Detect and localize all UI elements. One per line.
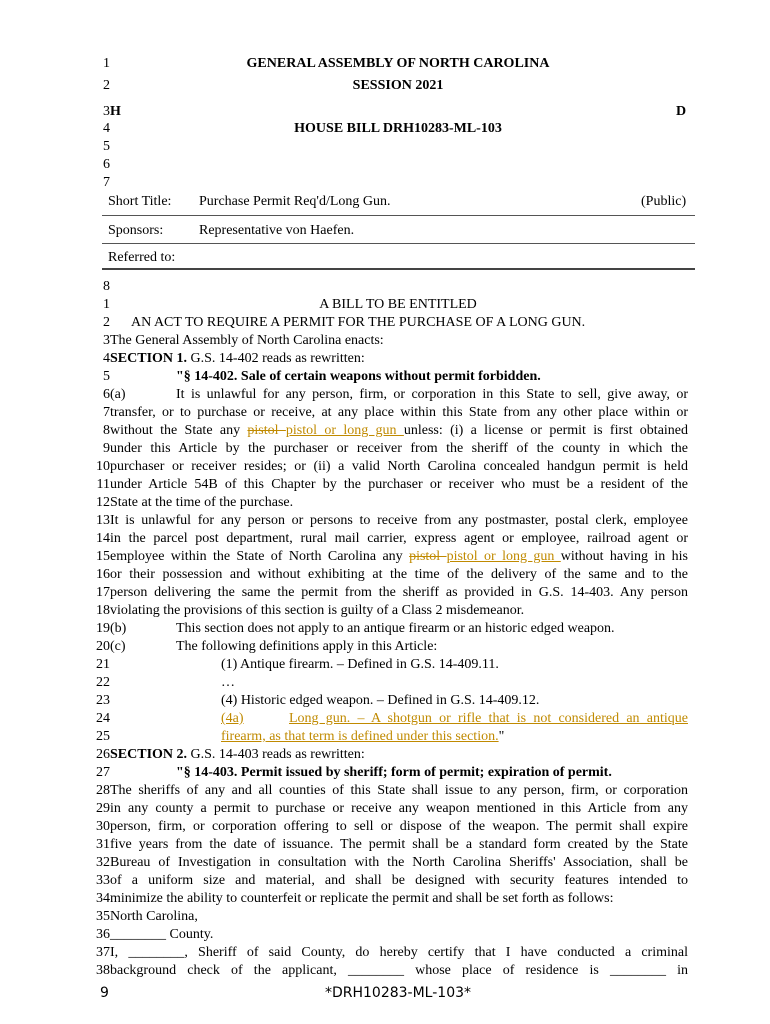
definition-item: (1) Antique firearm. – Defined in G.S. 14-409.11. [221, 657, 499, 672]
inserted-label: (4a) [221, 711, 244, 726]
section-1 [110, 350, 688, 368]
line-number: 6 [103, 157, 110, 172]
line-number: 35 [96, 909, 110, 924]
line-number: 36 [96, 927, 110, 942]
text: unless: (i) a license or permit is first obtained [403, 423, 689, 438]
paragraph-line: person, firm, or corporation offering to sell or dispose of the weapon. The permit shall expire [110, 819, 688, 834]
paragraph-line: in any county a permit to purchase or receive any weapon mentioned in this Article from any [110, 801, 688, 816]
inserted-definition: Long gun. – A shotgun or rifle that is not considered an antique [289, 711, 688, 726]
paragraph-line: background check of the applicant, ________ whose place of residence is ________ in [110, 963, 688, 978]
line-number: 17 [96, 585, 110, 600]
section-2 [110, 746, 688, 764]
paragraph-line: purchaser or receiver resides; or (ii) a valid North Carolina concealed handgun permit is held [110, 459, 688, 474]
paragraph-line: The following definitions apply in this Article: [176, 639, 438, 654]
line-number: 31 [96, 837, 110, 852]
inserted-definition-line [221, 728, 504, 746]
document-id: *DRH10283-ML-103* [324, 985, 472, 1001]
line-number: 32 [96, 855, 110, 870]
line-number: 12 [96, 495, 110, 510]
line-number: 34 [96, 891, 110, 906]
statute-heading: "§ 14-403. Permit issued by sheriff; form of permit; expiration of permit. [176, 765, 612, 780]
line-number: 38 [96, 963, 110, 978]
house-mark: H [110, 104, 121, 119]
sponsors-label: Sponsors: [108, 223, 164, 238]
line-number: 26 [96, 747, 110, 762]
paragraph-line: ________ County. [110, 927, 214, 942]
section-text: G.S. 14-403 reads as rewritten: [187, 747, 365, 762]
line-number: 1 [103, 56, 110, 71]
public-tag: (Public) [641, 194, 687, 209]
line-number: 8 [103, 279, 110, 294]
subsection-label: (a) [110, 387, 126, 402]
line-number: 23 [96, 693, 110, 708]
paragraph-line: in the parcel post department, rural mail carrier, express agent or employee, railroad agent or [110, 531, 688, 546]
paragraph-line: under this Article by the purchaser or receiver from the sheriff of the county in which the [110, 441, 688, 456]
line-number: 7 [103, 405, 110, 420]
divider [102, 215, 695, 216]
paragraph-line: person delivering the same the permit from the sheriff as provided in G.S. 14-403. Any person [110, 585, 688, 600]
line-number: 2 [103, 315, 110, 330]
line-number: 37 [96, 945, 110, 960]
bill-title: A BILL TO BE ENTITLED [319, 297, 477, 312]
line-number: 10 [96, 459, 110, 474]
paragraph-line-amended [110, 422, 688, 440]
line-number: 28 [96, 783, 110, 798]
paragraph-line: violating the provisions of this section is guilty of a Class 2 misdemeanor. [110, 603, 525, 618]
text: without having in his [560, 549, 688, 564]
paragraph-line: minimize the ability to counterfeit or replicate the permit and shall be set forth as follows: [110, 891, 614, 906]
definition-item: (4) Historic edged weapon. – Defined in G.S. 14-409.12. [221, 693, 540, 708]
sponsors: Representative von Haefen. [199, 223, 355, 238]
paragraph-line: Bureau of Investigation in consultation with the North Carolina Sheriffs' Association, shall be [110, 855, 688, 870]
close-quote: " [498, 729, 505, 744]
line-number: 24 [96, 711, 110, 726]
subsection-label: (c) [110, 639, 126, 654]
paragraph-line: of a uniform size and material, and shall be designed with security features intended to [110, 873, 688, 888]
subsection-label: (b) [110, 621, 127, 636]
short-title-label: Short Title: [108, 194, 172, 209]
line-number: 7 [103, 175, 110, 190]
line-number: 22 [96, 675, 110, 690]
line-number: 1 [103, 297, 110, 312]
line-number: 3 [103, 104, 110, 119]
paragraph-line: It is unlawful for any person or persons to receive from any postmaster, postal clerk, employee [110, 513, 688, 528]
section-text: G.S. 14-402 reads as rewritten: [187, 351, 365, 366]
line-number: 15 [96, 549, 110, 564]
divider [102, 268, 695, 270]
line-number: 6 [103, 387, 110, 402]
line-number: 8 [103, 423, 110, 438]
line-number: 27 [96, 765, 110, 780]
enacting-clause: The General Assembly of North Carolina enacts: [110, 333, 384, 348]
ellipsis: … [221, 675, 235, 690]
line-number: 5 [103, 369, 110, 384]
paragraph-line: five years from the date of issuance. The permit shall be a standard form created by the State [110, 837, 688, 852]
line-number: 19 [96, 621, 110, 636]
paragraph-line: transfer, or to purchase or receive, at any place within this State from any other place within or [110, 405, 688, 420]
page-number: 9 [100, 985, 109, 1001]
bill-id: HOUSE BILL DRH10283-ML-103 [294, 121, 502, 136]
text: employee within the State of North Carolina any [110, 549, 410, 564]
line-number: 14 [96, 531, 110, 546]
section-label: SECTION 1. [110, 351, 188, 366]
paragraph-line: I, ________, Sheriff of said County, do hereby certify that I have conducted a criminal [110, 945, 688, 960]
statute-heading: "§ 14-402. Sale of certain weapons without permit forbidden. [176, 369, 541, 384]
line-number: 33 [96, 873, 110, 888]
line-number: 4 [103, 351, 110, 366]
line-number: 4 [103, 121, 110, 136]
line-number: 16 [96, 567, 110, 582]
line-number: 30 [96, 819, 110, 834]
assembly-heading: GENERAL ASSEMBLY OF NORTH CAROLINA [246, 56, 550, 71]
inserted-text: pistol or long gun [285, 423, 404, 438]
paragraph-line: or their possession and without exhibiting at the time of the delivery of the same and to the [110, 567, 688, 582]
line-number: 11 [96, 477, 110, 492]
paragraph-line: under Article 54B of this Chapter by the purchaser or receiver who must be a resident of the [110, 477, 688, 492]
line-number: 25 [96, 729, 110, 744]
line-number: 3 [103, 333, 110, 348]
line-number: 2 [103, 78, 110, 93]
short-title: Purchase Permit Req'd/Long Gun. [199, 194, 391, 209]
draft-mark: D [676, 104, 687, 119]
line-number: 13 [96, 513, 110, 528]
text: without the State any [110, 423, 248, 438]
paragraph-line: It is unlawful for any person, firm, or corporation in this State to sell, give away, or [176, 387, 688, 402]
paragraph-line: This section does not apply to an antique firearm or an historic edged weapon. [176, 621, 615, 636]
referred-label: Referred to: [108, 250, 176, 265]
paragraph-line: State at the time of the purchase. [110, 495, 294, 510]
line-number: 5 [103, 139, 110, 154]
paragraph-line-amended [110, 548, 688, 566]
line-number: 21 [96, 657, 110, 672]
divider [102, 243, 695, 244]
paragraph-line: North Carolina, [110, 909, 198, 924]
line-number: 18 [96, 603, 110, 618]
line-number: 9 [103, 441, 110, 456]
line-number: 20 [96, 639, 110, 654]
inserted-text: firearm, as that term is defined under this section. [221, 729, 499, 744]
paragraph-line: The sheriffs of any and all counties of this State shall issue to any person, firm, or corporation [110, 783, 688, 798]
line-number: 29 [96, 801, 110, 816]
deleted-text: pistol [247, 423, 286, 438]
session-heading: SESSION 2021 [352, 78, 444, 93]
act-title: AN ACT TO REQUIRE A PERMIT FOR THE PURCHASE OF A LONG GUN. [131, 315, 586, 330]
section-label: SECTION 2. [110, 747, 188, 762]
inserted-text: pistol or long gun [446, 549, 561, 564]
deleted-text: pistol [409, 549, 447, 564]
